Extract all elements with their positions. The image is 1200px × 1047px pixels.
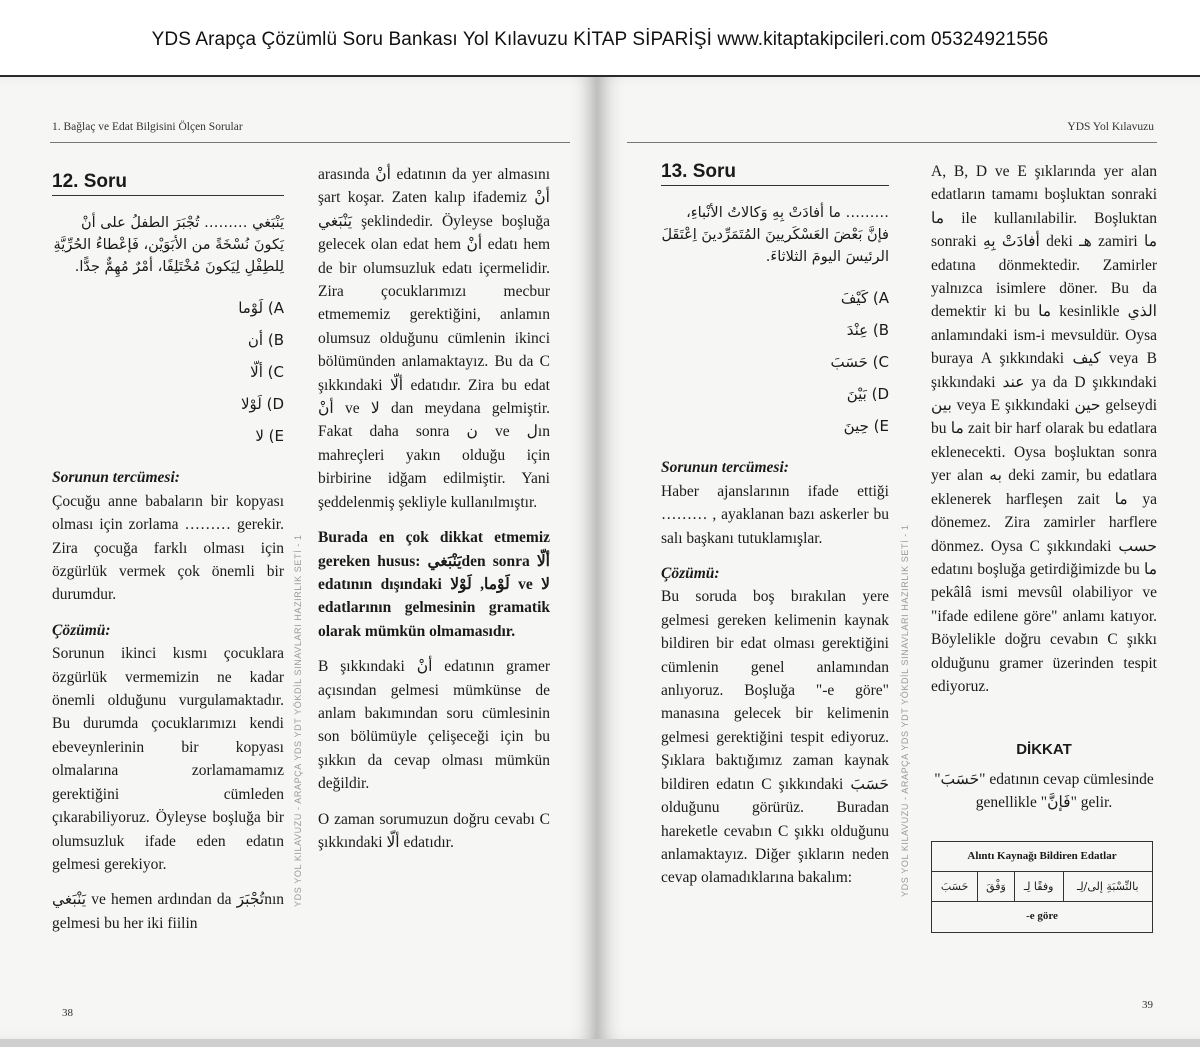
- option-e: E) لا: [255, 427, 284, 446]
- page-number: 38: [62, 1007, 73, 1019]
- spine-text: YDS YOL KILAVUZU - ARAPÇA YDS YDT YÖKDİL SINAVLARI HAZIRLIK SETİ - 1: [293, 534, 303, 907]
- option-d: D) لَوْلا: [240, 395, 284, 414]
- question-title: 12. Soru: [52, 170, 284, 196]
- emphasis-paragraph: Burada en çok dikkat etmemiz gereken husus: يَنْبَغيden sonra ألّا edatının dışındaki لَوْما, لَوْلا ve لا edatlarının gelmesinin gramatik olarak mümkün olmamasıdır.: [318, 529, 550, 640]
- running-head: YDS Yol Kılavuzu: [1067, 121, 1154, 133]
- right-page: [597, 75, 1200, 1039]
- solution-heading: Çözümü:: [661, 565, 720, 583]
- translation-heading: Sorunun tercümesi:: [661, 459, 789, 477]
- solution-text: Bu soruda boş bırakılan yere gelmesi gereken kelimenin kaynak bildiren bir edat olması gerektiğini cümlenin genel anlamından anlıyoruz. Boşluğa "-e göre" manasına gelecek bir kelimenin gelmesi gerektiğini tespit ediyoruz. Şıklara baktığımız zaman kaynak bildiren edatın C şıkkındaki حَسَبَ olduğunu görürüz. Buradan hareketle cevabın C şıkkı olduğunu anlamaktayız. Diğer şıkların neden cevap olamadıklarına bakalım:: [661, 588, 889, 887]
- option-a: A) لَوْما: [238, 299, 284, 318]
- conclusion-paragraph: O zaman sorumuzun doğru cevabı C şıkkındaki ألّا edatıdır.: [318, 810, 550, 851]
- solution-heading: Çözümü:: [52, 621, 111, 639]
- table-cell: بالنِّسْبَةِ إلى/لِـ: [1063, 871, 1152, 901]
- answer-options: [661, 282, 889, 442]
- solution-text: Sorunun ikinci kısmı çocuklara özgürlük vermemizin ne kadar önemli olduğunu vurgulamaktadır. Bu durumda çocuklarımızı kendi ebeveynlerinin bir kopyası olmalarına zorlamamamız gerektiğini cümleden çıkarabiliyoruz. Öyleyse boşluğa bir olumsuzluk ifade eden edatın gelmesi gerekiyor.: [52, 645, 284, 873]
- question-title: 13. Soru: [661, 160, 889, 186]
- header-rule: [627, 142, 1157, 143]
- running-head: 1. Bağlaç ve Edat Bilgisini Ölçen Sorular: [52, 121, 243, 133]
- translation-heading: Sorunun tercümesi:: [52, 469, 180, 487]
- option-c: C) حَسَبَ: [830, 353, 889, 372]
- header-rule: [50, 142, 570, 143]
- answer-options: [52, 292, 284, 452]
- table-cell: حَسَبَ: [932, 871, 978, 901]
- edat-table: [931, 841, 1153, 933]
- right-column-2: [931, 160, 1157, 933]
- spine-text: YDS YOL KILAVUZU - ARAPÇA YDS YDT YÖKDİL SINAVLARI HAZIRLIK SETİ - 1: [900, 524, 910, 897]
- page-number: 39: [1142, 999, 1153, 1011]
- left-page: [0, 75, 597, 1039]
- table-cell: وَفْقَ: [978, 871, 1014, 901]
- book-spread: [0, 75, 1200, 1047]
- table-footer: -e göre: [932, 902, 1153, 932]
- banner: YDS Arapça Çözümlü Soru Bankası Yol Kılavuzu KİTAP SİPARİŞİ www.kitaptakipcileri.com 05324921556: [0, 0, 1200, 75]
- left-column-1: [52, 170, 284, 935]
- option-e: E) حِينَ: [843, 417, 889, 436]
- translation-text: Çocuğu anne babaların bir kopyası olması için zorlama ……… gerekir. Zira çocuğa farklı olması için özgürlük vermek çok önemli bir durumdur.: [52, 492, 284, 604]
- arabic-question: ……… ما أفادَتْ بِهِ وَكالاتُ الأنْباءِ، فإنَّ بَعْضَ العَسْكَريينَ المُتَمَرِّدينَ اِعْتَقَلَ الرئيسَ اليومَ الثلاثاءَ.: [661, 205, 889, 266]
- left-column-2: [318, 163, 550, 854]
- translation-text: Haber ajanslarının ifade ettiği ……… , ayaklanan bazı askerler bu salı başkanı tutuklamışlar.: [661, 482, 889, 547]
- solution-continued: يَنْبَغي ve hemen ardından da تُجْبَرَnın gelmesi bu her iki fiilin: [52, 891, 284, 932]
- dikkat-note: "حَسَبَ" edatının cevap cümlesinde genellikle "فَإنَّ" gelir.: [934, 770, 1154, 812]
- dikkat-heading: DİKKAT: [1016, 741, 1072, 759]
- body-paragraph: arasında أنْ edatının da yer almasını şart koşar. Zaten kalıp ifademiz أنْ يَنْبَغي şeklindedir. Öyleyse boşluğa gelecek olan edat hem أنْ edatı hem de bir olumsuzluk edatı içermelidir. Zira çocuklarımızı mecbur etmememiz gerektiğini, anlamın olumsuz olduğunu cümlenin ikinci bölümünden anlamaktayız. Bu da C şıkkındaki ألّا edatıdır. Zira bu edat أنْ ve لا dan meydana gelmiştir. Fakat daha sonra ن ve لın mahreçleri yakın olduğu için birbirine idğam edilmiştir. Yani şeddelenmiş şekliyle kullanılmıştır.: [318, 166, 551, 511]
- option-b: B) عِنْدَ: [846, 321, 889, 340]
- body-paragraph: A, B, D ve E şıklarında yer alan edatların tamamı boşluktan sonraki ما ile kullanılabilir. Boşluktan sonraki أفادَتْ بِهِ deki هـ zamiri ما edatına dönmektedir. Zamirler yalnızca isimlere döner. Bu da demektir ki bu ما kesinlikle الذي anlamındaki ism-i mevsuldür. Oysa buraya A şıkkındaki كيف veya B şıkkındaki عند ya da D şıkkındaki بين veya E şıkkındaki حين gelseydi bu ما zait bir harf olarak bu edatlara eklenecekti. Oysa boşluktan sonra yer alan به deki zamir, bu edatlara eklenerek harfleşen zait ما ya dönemez. Zira zamirler harflere dönmez. Oysa C şıkkındaki حسب edatını boşluğa getirdiğimizde bu ما pekâlâ ismi mevsûl olabiliyor ve "ifade edilene göre" anlamı katıyor. Böylelikle doğru cevabın C şıkkı olduğunu gramer üzerinden tespit ediyoruz.: [931, 163, 1158, 695]
- option-d: D) بَيْنَ: [846, 385, 889, 404]
- table-title: Alıntı Kaynağı Bildiren Edatlar: [932, 841, 1153, 871]
- right-column-1: [661, 160, 889, 890]
- body-paragraph: B şıkkındaki أنْ edatının gramer açısından gelmesi mümkünse de anlam bakımından soru cümlesinin son bölümüyle çelişeceği için bu şıkkın da cevap olması mümkün değildir.: [318, 658, 550, 793]
- option-b: B) أن: [247, 331, 284, 350]
- option-a: A) كَيْفَ: [840, 289, 889, 308]
- table-cell: وفقًا لِـ: [1014, 871, 1063, 901]
- option-c: C) ألّا: [250, 363, 284, 382]
- arabic-question: يَنْبَغي ……… تُجْبَرَ الطفلُ على أنْ يَكونَ نُسْخَةً من الأبَوَيْن، فَإعْطاءُ الحُرِّيَّةِ لِلطِفْلِ لِيَكونَ مُخْتَلِفًا، أمْرٌ مُهِمٌّ جدًّا.: [53, 215, 284, 276]
